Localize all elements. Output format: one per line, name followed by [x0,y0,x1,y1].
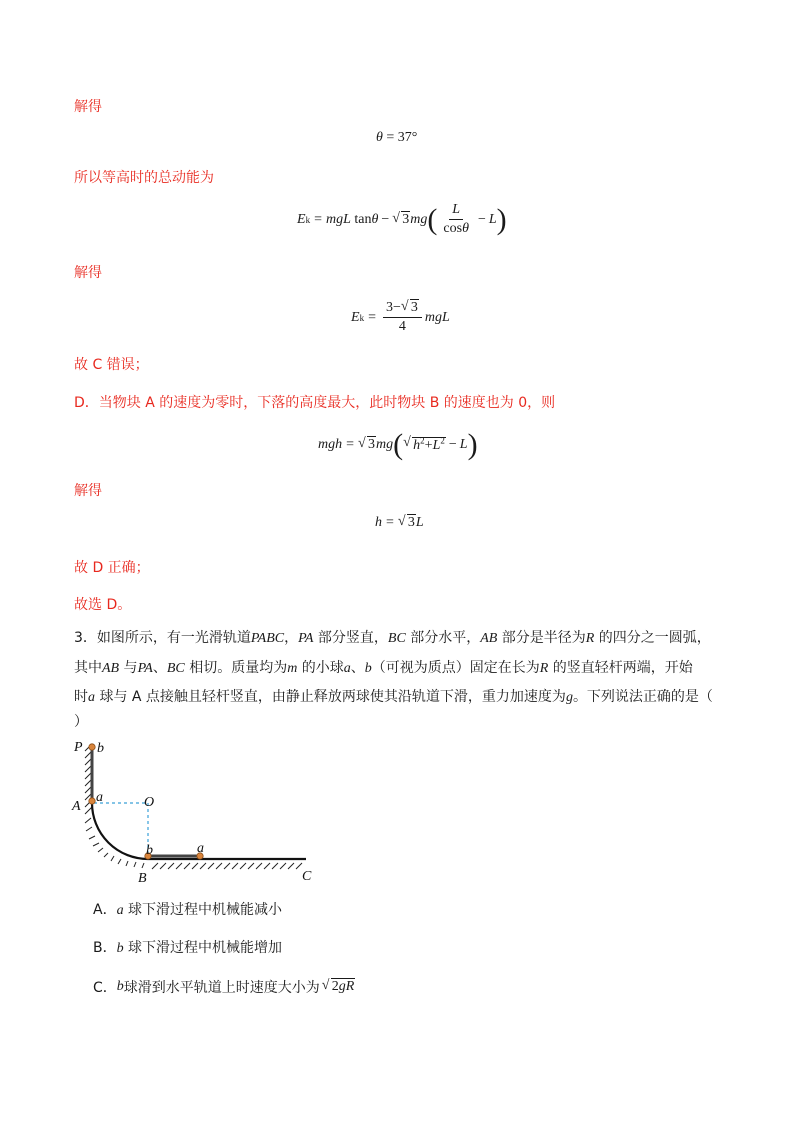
question-line-1 [74,626,711,651]
eq1-sub-k: k [305,214,311,225]
eq1-right-paren: ) [496,202,507,236]
jiede-label-1: 解得 [74,99,102,115]
q-l1-pabc: PABC [250,631,285,646]
eq3-left-paren: ( [393,428,404,461]
eq4-sqrt [398,515,416,531]
eq3-right-paren: ) [467,428,478,461]
option-c[interactable] [93,977,355,997]
q-l3-b: 球与 A 点接触且轻杆竖直，由静止释放两球使其沿轨道下滑，重力加速度为 [95,689,566,705]
eq3-equals: = [346,437,355,452]
option-a-label: A． [93,902,117,918]
d-statement-line: D．当物块 A 的速度为零时，下落的高度最大，此时物块 B 的速度也为 0，则 [74,395,556,411]
eq1-frac-num: L [449,202,463,220]
option-c-sqrt [322,979,356,995]
eq1-mgl: mgL [325,211,351,227]
arc-hatching [85,818,144,868]
q-l1-c: 部分竖直， [313,630,388,646]
eq1-sqrt [392,212,410,228]
label-a-ball-left: a [96,790,103,805]
option-a-var: a [116,903,124,918]
eq1-theta: θ [371,211,379,227]
eq4-h: h [375,515,382,530]
label-c-point: C [302,869,312,884]
eq1-den-theta: θ [462,221,469,236]
eq1-sqrt-radicand: 3 [402,211,410,227]
eq3-sqrt [358,437,376,453]
q-l1-ab: AB [480,631,498,646]
option-b-text: 球下滑过程中机械能增加 [123,940,283,956]
eq2-num-sqrt [401,300,419,316]
ball-b-top [89,744,95,750]
q-l2-pa: PA [137,661,153,676]
eq2-fraction [383,300,422,335]
eq2-mgl: mgL [424,309,450,325]
q-l1-r: R [585,631,595,646]
equation-h [375,515,424,531]
jiede-label-2: 解得 [74,265,102,281]
q-l1-bc: BC [387,631,406,646]
eq3-plus: + [424,438,433,454]
equation-ek-1 [297,202,507,237]
q-l2-b: 与 [119,660,138,676]
eq1-minus-2: − [477,211,486,227]
eq4-l: L [415,515,424,530]
q-l2-h: 的竖直轻杆两端，开始 [548,660,693,676]
eq-theta-lhs: θ [376,130,383,145]
q-l3-c: 。下列说法正确的是（ [572,689,713,705]
option-c-g: g [338,979,346,994]
option-a[interactable] [93,899,282,919]
eq-theta-rhs: 37° [397,130,418,145]
q-l2-e: 的小球 [297,660,344,676]
label-b-top: b [97,741,104,756]
label-b-ball-bottom: b [146,843,153,858]
eq3-h: h [413,438,421,454]
eq3-h-exp: 2 [420,435,425,446]
ball-a-left [89,798,95,804]
option-b-label: B． [93,940,117,956]
eq1-equals: = [314,211,322,227]
eq3-minus: − [448,437,457,452]
question-line-2 [74,656,693,681]
q-l2-c: 、 [152,660,167,676]
equation-theta [376,130,417,146]
eq3-radicand: 3 [368,437,376,452]
eq2-frac-num [383,300,422,318]
eq1-mg: mg [410,211,428,227]
q-l2-m: m [287,661,298,676]
label-b-point: B [138,871,147,886]
eq2-num-minus: − [392,300,401,315]
q-l1-pa: PA [298,631,314,646]
eq1-minus: − [381,211,390,227]
q-l2-bc: BC [166,661,185,676]
eq1-cos: cos [443,221,463,236]
c-wrong-line: 故 C 错误； [74,357,149,373]
suoyi-line: 所以等高时的总动能为 [74,170,214,186]
question-line-3 [74,685,713,710]
eq4-equals: = [386,515,394,530]
eq1-l: L [488,211,497,227]
eq1-frac-den [440,220,472,237]
q-l2-a: 其中 [74,660,102,676]
eq1-tan: tan [354,211,372,227]
option-c-radicand [331,978,356,994]
question-line-4: ） [74,714,88,730]
eq3-mgh: mgh [318,437,343,452]
eq3-sqrt-2 [403,436,446,455]
track-figure [62,735,332,887]
q-l2-ab: AB [102,661,120,676]
q-l1-b: ， [284,630,299,646]
q-l3-g: g [565,690,573,705]
q-l2-g: （可视为质点）固定在长为 [371,660,540,676]
eq2-num-radicand: 3 [410,300,418,315]
q-l2-f: 、 [350,660,365,676]
q-l2-ball-b: b [364,661,372,676]
eq4-radicand: 3 [407,515,415,530]
option-c-two: 2 [331,979,339,994]
q-l2-r: R [539,661,549,676]
option-c-r: R [345,979,355,994]
option-c-var: b [116,979,124,994]
q-l1-a: ．如图所示，有一光滑轨道 [82,630,251,646]
eq-theta-eq: = [386,130,395,145]
eq3-inner-radicand [412,437,446,453]
eq3-l: L [432,438,441,454]
floor-hatching [152,863,302,869]
option-c-label: C． [93,980,117,996]
label-p: P [74,740,83,755]
q-l1-d: 部分水平， [405,630,481,646]
eq2-sub-k: k [359,312,365,323]
d-correct-line: 故 D 正确； [74,560,150,576]
eq3-mg: mg [376,437,394,452]
q-l1-f: 的四分之一圆弧， [594,630,711,646]
eq1-left-paren: ( [427,202,438,236]
eq2-frac-den: 4 [398,319,406,334]
label-a-point: A [72,799,81,814]
eq1-ek: E [297,211,306,227]
equation-ek-2 [351,300,450,335]
eq2-ek: E [351,309,360,325]
label-o: O [144,795,155,810]
q-l2-d: 相切。质量均为 [184,660,288,676]
q-l1-e: 部分是半径为 [497,630,586,646]
q-l3-a: 时 [74,689,88,705]
question-number: 3 [74,630,83,646]
jiede-label-3: 解得 [74,483,102,499]
eq1-fraction [440,202,472,237]
eq3-l-exp: 2 [440,435,445,446]
option-b[interactable] [93,937,282,957]
eq2-num-3: 3 [385,300,393,315]
q-l2-ball-a: a [343,661,351,676]
option-a-text: 球下滑过程中机械能减小 [123,902,283,918]
option-b-var: b [116,941,124,956]
choose-line: 故选 D。 [74,597,132,613]
option-c-text: 球滑到水平轨道上时速度大小为 [123,980,320,996]
label-a-ball-right: a [197,841,204,856]
equation-mgh [318,428,478,462]
eq3-l2: L [459,437,468,452]
eq2-equals: = [368,309,376,325]
q-l3-ball-a: a [88,690,95,705]
